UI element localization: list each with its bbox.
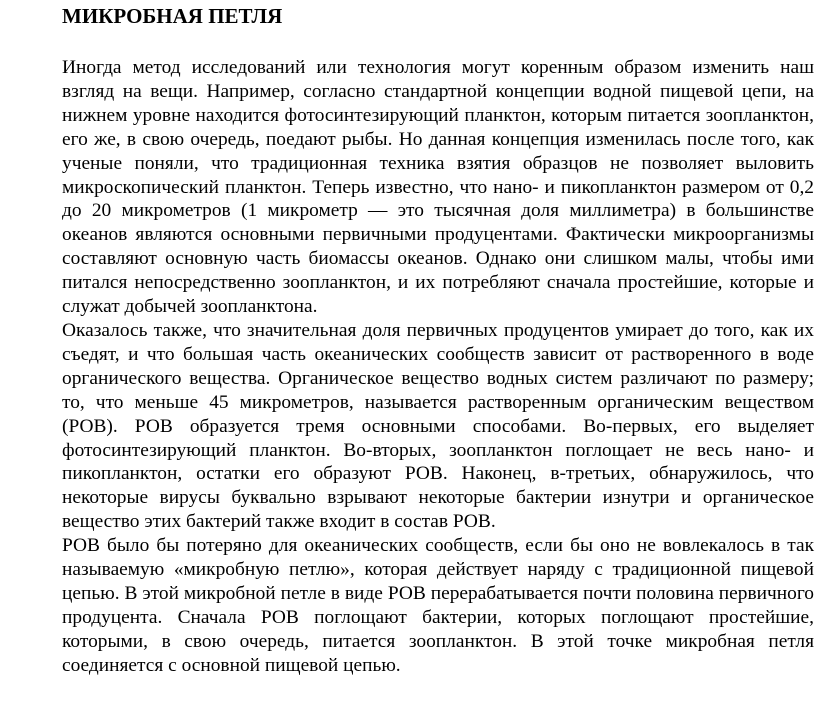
paragraph-dom-formation: Оказалось также, что значительная доля первичных продуцентов умирает до того, как их съедят, и что большая часть океанических сообществ зависит от растворенного в воде органического вещества. Органическое вещество водных систем различают по размеру; то, что меньше 45 микрометров, называется растворенным органическим веществом (РОВ). РОВ образуется тремя основными способами. Во-первых, его выделяет фотосинтезирующий планктон. Во-вторых, зоопланктон поглощает не весь нано- и пикопланктон, остатки его образуют РОВ. Наконец, в-третьих, обнаружилось, что некоторые вирусы буквально взрывают некоторые бактерии изнутри и органическое вещество этих бактерий также входит в состав РОВ. (62, 319, 814, 533)
paragraph-intro: Иногда метод исследований или технология могут коренным образом изменить наш взгляд на вещи. Например, согласно стандартной концепции водной пищевой цепи, на нижнем уровне находится фотосинтезирующий планктон, которым питается зоопланктон, его же, в свою очередь, поедают рыбы. Но данная концепция изменилась после того, как ученые поняли, что традиционная техника взятия образцов не позволяет выловить микроскопический планктон. Теперь известно, что нано- и пикопланктон размером от 0,2 до 20 микрометров (1 микрометр — это тысячная доля миллиметра) в большинстве океанов являются основными первичными продуцентами. Фактически микроорганизмы составляют основную часть биомассы океанов. Однако они слишком малы, чтобы ими питался непосредственно зоопланктон, и их потребляют сначала простейшие, которые и служат добычей зоопланктона. (62, 57, 814, 318)
page-title: МИКРОБНАЯ ПЕТЛЯ (62, 4, 283, 28)
document-page (62, 4, 814, 678)
paragraph-microbial-loop: РОВ было бы потеряно для океанических сообществ, если бы оно не вовлекалось в так называемую «микробную петлю», которая действует наряду с традиционной пищевой цепью. В этой микробной петле в виде РОВ перерабатывается почти половина первичного продуцента. Сначала РОВ поглощают бактерии, которых поглощают простейшие, которыми, в свою очередь, питается зоопланктон. В этой точке микробная петля соединяется с основной пищевой цепью. (62, 535, 814, 676)
